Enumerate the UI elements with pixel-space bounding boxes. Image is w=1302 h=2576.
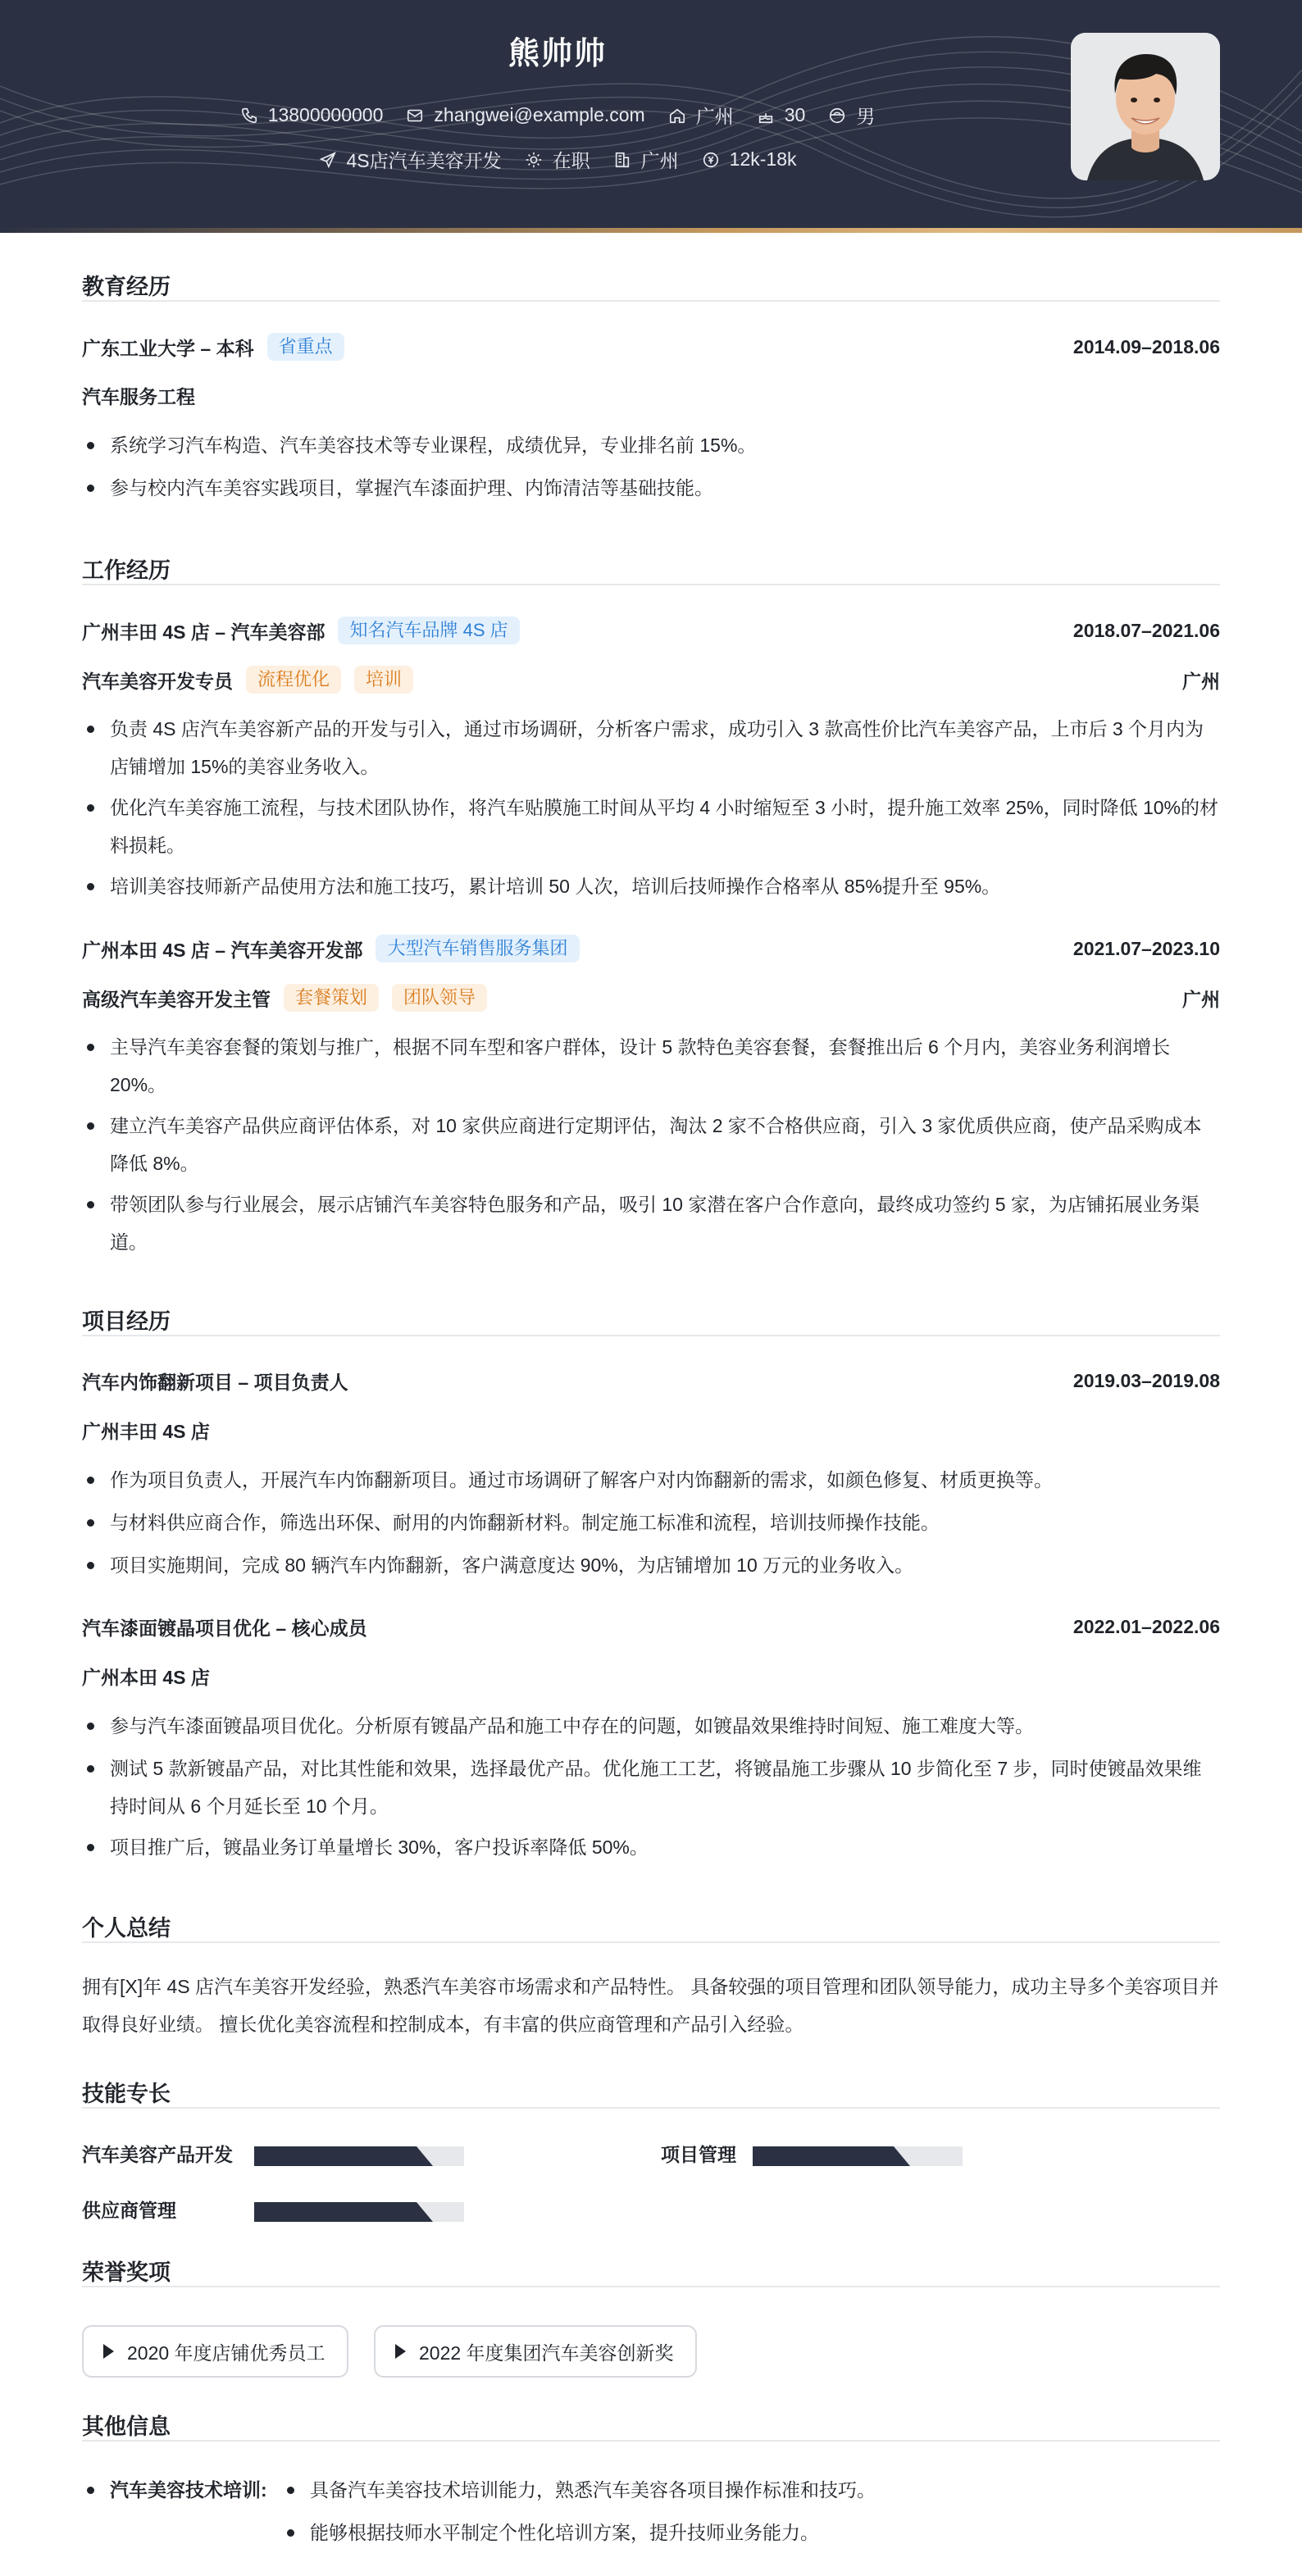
building-icon	[613, 151, 631, 169]
work-bullet: 带领团队参与行业展会，展示店铺汽车美容特色服务和产品，吸引 10 家潜在客户合作意向，最终成功签约 5 家，为店铺拓展业务渠道。	[82, 1186, 1220, 1261]
work-period: 2021.07–2023.10	[1072, 937, 1220, 959]
role-tag: 流程优化	[246, 666, 341, 694]
gender-info	[828, 102, 875, 129]
avatar-photo	[1071, 33, 1220, 180]
role-title: 汽车美容开发专员	[82, 670, 233, 692]
skill-bar-fill	[254, 2202, 433, 2222]
award-badge	[82, 2325, 348, 2378]
city-info	[668, 102, 734, 129]
company-tag: 大型汽车销售服务集团	[376, 935, 579, 963]
education-bullet: 系统学习汽车构造、汽车美容技术等专业课程，成绩优异，专业排名前 15%。	[82, 426, 1220, 464]
skill-item	[82, 2140, 233, 2167]
candidate-name: 熊帅帅	[508, 37, 607, 71]
gender-text: 男	[856, 106, 876, 127]
skill-name: 汽车美容产品开发	[82, 2144, 233, 2165]
award-text: 2020 年度店铺优秀员工	[127, 2342, 326, 2364]
status-text: 在职	[552, 150, 590, 171]
skill-bar	[254, 2146, 464, 2166]
target-city-text: 广州	[640, 150, 679, 171]
header-accent-line	[0, 228, 1302, 233]
age-text: 30	[784, 104, 806, 125]
salary-info	[702, 148, 797, 171]
work-title: 工作经历	[82, 549, 1220, 585]
company-name: 广州本田 4S 店 – 汽车美容开发部	[82, 939, 363, 961]
summary-title: 个人总结	[82, 1907, 1220, 1943]
project-name-role: 汽车漆面镀晶项目优化 – 核心成员	[82, 1618, 367, 1639]
target-job-text: 4S店汽车美容开发	[346, 150, 502, 171]
project-org: 广州本田 4S 店	[82, 1667, 210, 1688]
target-city-info	[613, 146, 679, 173]
work-role-row	[82, 666, 1220, 694]
other-title: 其他信息	[82, 2405, 1220, 2442]
project-bullet: 项目推广后，镀晶业务订单量增长 30%，客户投诉率降低 50%。	[82, 1828, 1220, 1866]
project-name-role: 汽车内饰翻新项目 – 项目负责人	[82, 1372, 348, 1393]
person-icon	[828, 107, 846, 125]
role-tag: 团队领导	[392, 984, 487, 1012]
resume-header	[0, 0, 1302, 233]
role-tag: 培训	[354, 666, 413, 694]
mail-icon	[406, 107, 424, 125]
work-bullet: 建立汽车美容产品供应商评估体系，对 10 家供应商进行定期评估，淘汰 2 家不合格供应商，引入 3 家优质供应商，使产品采购成本降低 8%。	[82, 1107, 1220, 1182]
job-intent-row	[0, 146, 1115, 173]
project-org-row	[82, 1417, 1220, 1444]
age-info	[757, 104, 806, 126]
skill-name: 供应商管理	[82, 2200, 176, 2221]
work-company-row	[82, 617, 1220, 644]
awards-section	[82, 2251, 1220, 2287]
project-bullet: 项目实施期间，完成 80 辆汽车内饰翻新，客户满意度达 90%，为店铺增加 10 万元的业务收入。	[82, 1546, 1220, 1584]
company-name: 广州丰田 4S 店 – 汽车美容部	[82, 621, 326, 643]
role-tag: 套餐策划	[284, 984, 379, 1012]
skill-bar	[753, 2146, 963, 2166]
project-org: 广州丰田 4S 店	[82, 1421, 210, 1442]
other-item: 具备汽车美容技术培训能力，熟悉汽车美容各项目操作标准和技巧。	[282, 2471, 876, 2509]
award-text: 2022 年度集团汽车美容创新奖	[419, 2342, 674, 2364]
project-header-row	[82, 1368, 1220, 1395]
project-org-row	[82, 1663, 1220, 1690]
other-label: 汽车美容技术培训:	[82, 2471, 267, 2509]
phone-text: 13800000000	[267, 104, 384, 125]
email-text: zhangwei@example.com	[434, 104, 645, 125]
skill-bar-fill	[753, 2146, 910, 2166]
skills-title: 技能专长	[82, 2073, 1220, 2109]
other-item: 能够根据技师水平制定个性化培训方案，提升技师业务能力。	[282, 2514, 819, 2551]
skill-bar	[254, 2202, 464, 2222]
phone-info	[240, 104, 384, 126]
education-section	[82, 266, 1220, 302]
money-icon	[702, 151, 720, 169]
work-period: 2018.07–2021.06	[1072, 619, 1220, 641]
work-bullet: 主导汽车美容套餐的策划与推广，根据不同车型和客户群体，设计 5 款特色美容套餐，套餐推出后 6 个月内，美容业务利润增长 20%。	[82, 1028, 1220, 1104]
education-title: 教育经历	[82, 266, 1220, 302]
skill-bar-fill	[254, 2146, 433, 2166]
projects-title: 项目经历	[82, 1300, 1220, 1336]
project-period: 2022.01–2022.06	[1072, 1616, 1220, 1637]
school-degree: 广东工业大学 – 本科	[82, 337, 254, 359]
education-bullet: 参与校内汽车美容实践项目，掌握汽车漆面护理、内饰清洁等基础技能。	[82, 469, 1220, 507]
work-section	[82, 549, 1220, 585]
company-tag: 知名汽车品牌 4S 店	[338, 617, 519, 644]
role-title: 高级汽车美容开发主管	[82, 988, 271, 1010]
work-bullet: 优化汽车美容施工流程，与技术团队协作，将汽车贴膜施工时间从平均 4 小时缩短至 3 小时，提升施工效率 25%，同时降低 10%的材料损耗。	[82, 789, 1220, 864]
summary-text: 拥有[X]年 4S 店汽车美容开发经验，熟悉汽车美容市场需求和产品特性。 具备较强的项目管理和团队领导能力，成功主导多个美容项目并取得良好业绩。 擅长优化美容流程和控制成本，有丰富的供应商管理和产品引入经验。	[82, 1976, 1219, 2035]
email-info	[406, 104, 644, 126]
skill-item	[661, 2140, 736, 2167]
project-bullet: 与材料供应商合作，筛选出环保、耐用的内饰翻新材料。制定施工标准和流程，培训技师操作技能。	[82, 1504, 1220, 1541]
awards-title: 荣誉奖项	[82, 2251, 1220, 2287]
skills-section	[82, 2073, 1220, 2109]
major: 汽车服务工程	[82, 386, 195, 407]
work-company-row	[82, 935, 1220, 963]
skill-item	[82, 2196, 176, 2223]
sun-icon	[525, 151, 543, 169]
project-bullet: 作为项目负责人，开展汽车内饰翻新项目。通过市场调研了解客户对内饰翻新的需求，如颜色修复、材质更换等。	[82, 1461, 1220, 1499]
skill-name: 项目管理	[661, 2144, 736, 2165]
work-bullet: 负责 4S 店汽车美容新产品的开发与引入，通过市场调研，分析客户需求，成功引入 3 款高性价比汽车美容产品，上市后 3 个月内为店铺增加 15%的美容业务收入。	[82, 710, 1220, 785]
project-header-row	[82, 1613, 1220, 1641]
school-tag: 省重点	[267, 333, 344, 361]
project-bullet: 测试 5 款新镀晶产品，对比其性能和效果，选择最优产品。优化施工工艺，将镀晶施工步骤从 10 步简化至 7 步，同时使镀晶效果维持时间从 6 个月延长至 10 个月。	[82, 1750, 1220, 1825]
city-text: 广州	[695, 106, 734, 127]
education-period: 2014.09–2018.06	[1072, 335, 1220, 357]
major-row	[82, 382, 1220, 409]
other-section	[82, 2405, 1220, 2442]
play-icon	[103, 2344, 114, 2359]
play-icon	[395, 2344, 406, 2359]
work-location: 广州	[1182, 988, 1220, 1010]
education-header-row	[82, 333, 1220, 361]
avatar	[1071, 33, 1220, 180]
award-badge	[374, 2325, 697, 2378]
salary-text: 12k-18k	[729, 148, 797, 170]
projects-section	[82, 1300, 1220, 1336]
work-location: 广州	[1182, 670, 1220, 692]
status-info	[525, 146, 590, 173]
target-job-info	[319, 146, 502, 173]
cake-icon	[757, 107, 775, 125]
summary-section	[82, 1907, 1220, 1943]
home-icon	[668, 107, 686, 125]
contact-row	[0, 102, 1115, 129]
work-bullet: 培训美容技师新产品使用方法和施工技巧，累计培训 50 人次，培训后技师操作合格率从 85%提升至 95%。	[82, 867, 1220, 905]
project-period: 2019.03–2019.08	[1072, 1370, 1220, 1391]
work-role-row	[82, 984, 1220, 1012]
awards-list	[82, 2325, 1220, 2378]
project-bullet: 参与汽车漆面镀晶项目优化。分析原有镀晶产品和施工中存在的问题，如镀晶效果维持时间短、施工难度大等。	[82, 1707, 1220, 1745]
phone-icon	[240, 107, 258, 125]
send-icon	[319, 151, 337, 169]
